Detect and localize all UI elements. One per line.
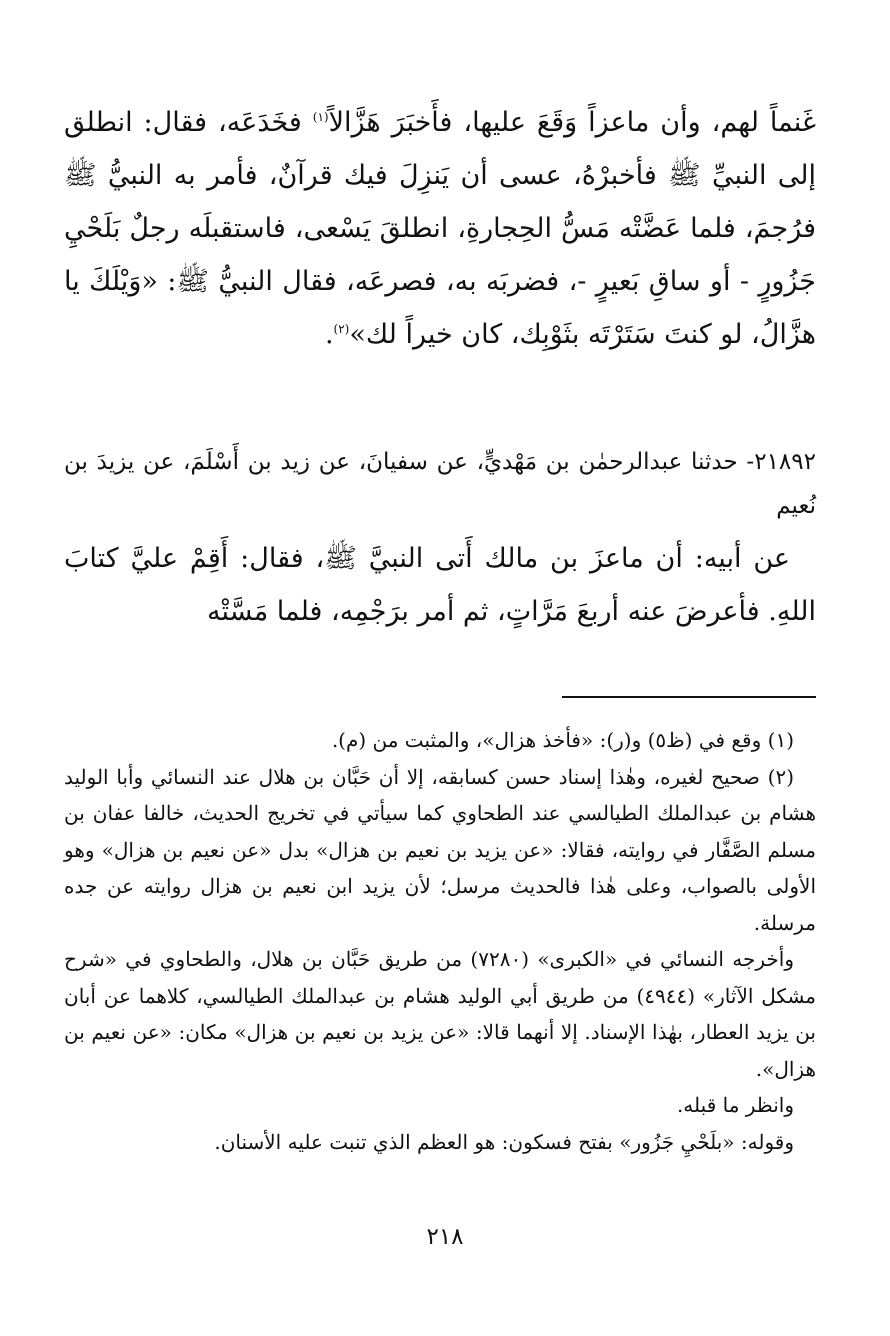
hadith-body: عن أبيه: أن ماعزَ بن مالك أَتى النبيَّ ﷺ، فقال: أَقِمْ عليَّ كتابَ اللهِ. فأعرضَ عنه أربعَ مَرَّاتٍ، ثم أمر برَجْمِه، فلما مَسَّتْه: [64, 543, 816, 627]
page-number: ٢١٨: [426, 1224, 464, 1250]
main-text-block: [64, 96, 816, 361]
footnote-2-cont-a: وأخرجه النسائي في «الكبرى» (٧٢٨٠) من طريق حَبَّان بن هلال، والطحاوي في «شرح مشكل الآثار» (٤٩٤٤) من طريق أبي الوليد هشام بن عبدالملك الطيالسي، كلاهما عن أبان بن يزيد العطار، بهٰذا الإسناد. إلا أنهما قالا: «عن يزيد بن نعيم بن هزال» مكان: «عن نعيم بن هزال».: [64, 947, 816, 1081]
paragraph-start: غَنماً لهم، وأن ماعزاً وَقَعَ عليها، فأَخبَرَ هَزَّالاً: [328, 107, 817, 138]
footnotes-block: [64, 722, 816, 1160]
hadith-body-block: [64, 532, 816, 638]
footnote-2-cont-c: وقوله: «بلَحْيِ جَزُور» بفتح فسكون: هو العظم الذي تنبت عليه الأسنان.: [214, 1129, 794, 1154]
footnote-separator: [562, 696, 816, 698]
footnote-marker-2[interactable]: (٢): [333, 322, 350, 336]
hadith-chain: - حدثنا عبدالرحمٰن بن مَهْديٍّ، عن سفيانَ، عن زيد بن أَسْلَمَ، عن يزيدَ بن نُعيم: [64, 449, 816, 519]
hadith-number: ٢١٨٩٢: [754, 449, 816, 475]
footnote-2-cont-b: وانظر ما قبله.: [676, 1093, 794, 1117]
main-paragraph: [64, 96, 816, 361]
hadith-chain-paragraph: [64, 440, 816, 528]
paragraph-end: .: [324, 319, 334, 350]
footnote-2: (٢) صحيح لغيره، وهٰذا إسناد حسن كسابقه، إلا أن حَبَّان بن هلال عند النسائي وأبا الوليد هشام بن عبدالملك الطيالسي عند الطحاوي كما سيأتي في تخريج الحديث، خالفا عفان بن مسلم الصَّفَّار في روايته، فقالا: «عن يزيد بن نعيم بن هزال» بدل «عن نعيم بن هزال» وهو الأولى بالصواب، وعلى هٰذا فالحديث مرسل؛ لأن يزيد ابن نعيم بن هزال روايته عن جده مرسلة.: [64, 764, 816, 935]
footnote-marker-1[interactable]: (١): [312, 110, 329, 124]
paragraph-continuation: فخَدَعَه، فقال: انطلق إلى النبيِّ ﷺ فأخبرْهُ، عسى أن يَنزِلَ فيك قرآنٌ، فأمر به النبيُّ ﷺ فرُجمَ، فلما عَضَّتْه مَسُّ الحِجارةِ، انطلقَ يَسْعى، فاستقبلَه رجلٌ بَلَحْيِ جَزُورٍ - أو ساقِ بَعيرٍ -، فضربَه به، فصرعَه، فقال النبيُّ ﷺ: «وَيْلَكَ يا هزَّالُ، لو كنتَ سَتَرْتَه بثَوْبِك، كان خيراً لك»: [64, 107, 816, 350]
footnote-1: (١) وقع في (ظ٥) و(ر): «فأخذ هزال»، والمثبت من (م).: [331, 728, 794, 752]
hadith-header: [64, 440, 816, 528]
